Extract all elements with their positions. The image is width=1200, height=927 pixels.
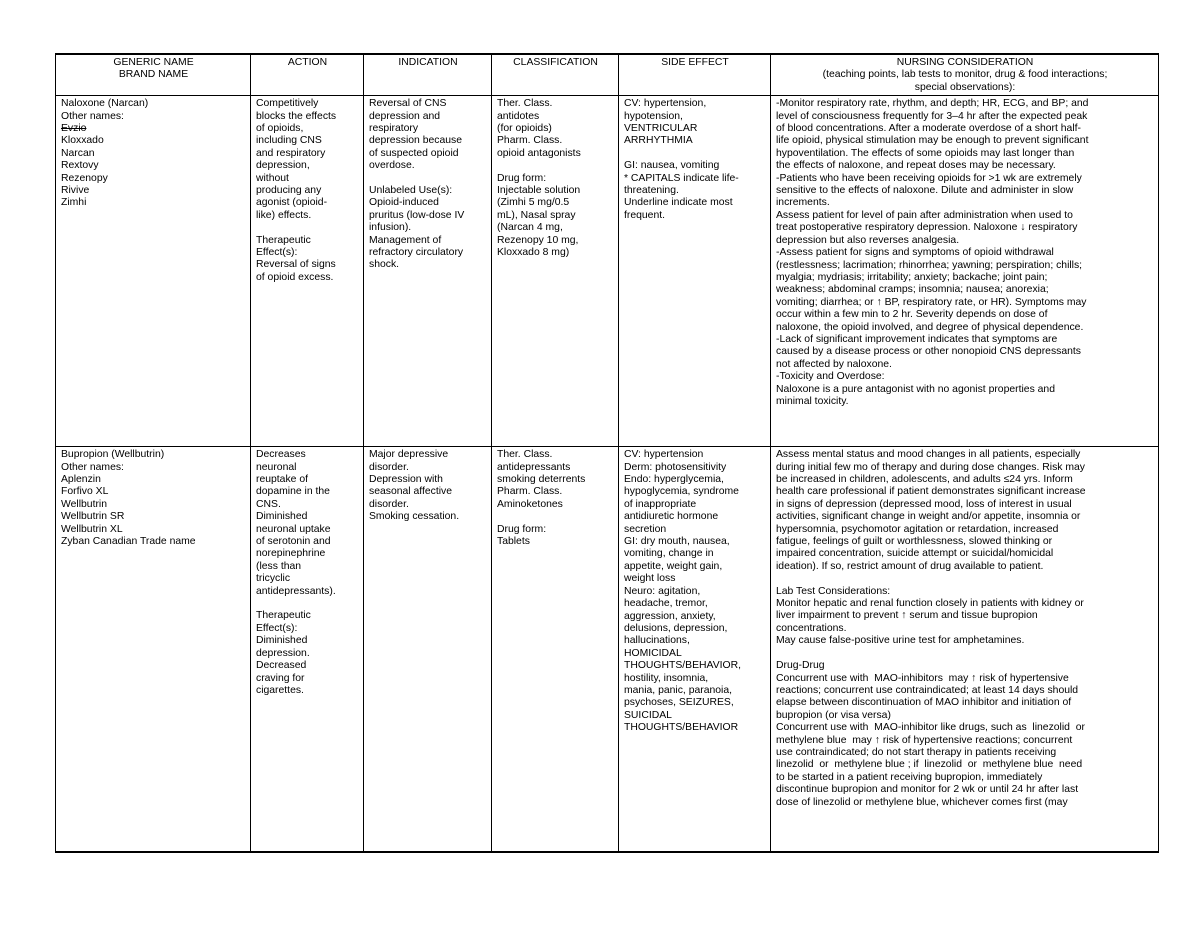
text-line: dopamine in the <box>256 486 330 498</box>
text-line: Derm: photosensitivity <box>624 461 727 473</box>
discontinued-brand-name: Evzio <box>61 123 87 135</box>
text-line: hypotension, <box>624 110 683 122</box>
drug-card-page <box>55 53 1158 853</box>
text-line: methylene blue may ↑ risk of hypertensive reactions; concurrent <box>776 734 1073 746</box>
text-line: -Toxicity and Overdose: <box>776 371 885 383</box>
text-line: Wellbutrin <box>61 498 108 510</box>
text-line: Assess mental status and mood changes in all patients, especially <box>776 449 1081 461</box>
text-line: of inappropriate <box>624 498 697 510</box>
side-effect-cell <box>619 96 771 447</box>
text-line: blocks the effects <box>256 110 337 122</box>
text-line: disorder. <box>369 498 409 510</box>
text-line: Reversal of CNS <box>369 98 447 110</box>
text-line: in signs of depression (depressed mood, loss of interest in usual <box>776 498 1072 510</box>
header-row <box>56 54 1159 96</box>
text-line: sensitive to the effects of naloxone. Dilute and administer in slow <box>776 185 1074 197</box>
text-line: Competitively <box>256 98 319 110</box>
text-line: Decreases <box>256 449 306 461</box>
text-line: VENTRICULAR <box>624 123 698 135</box>
text-line: antidepressants <box>497 461 571 473</box>
text-line: Naloxone is a pure antagonist with no agonist properties and <box>776 383 1055 395</box>
text-line: vomiting, change in <box>624 548 714 560</box>
text-line: Pharm. Class. <box>497 486 563 498</box>
text-line: (Narcan 4 mg, <box>497 222 563 234</box>
text-line: fatigue, feelings of guilt or worthlessness, slowed thinking or <box>776 536 1053 548</box>
text-line: Zimhi <box>61 197 87 209</box>
text-line: be increased in children, adolescents, and adults ≤24 yrs. Inform <box>776 474 1073 486</box>
text-line: like) effects. <box>256 209 312 221</box>
text-line: threatening. <box>624 185 679 197</box>
text-line: psychoses, SEIZURES, <box>624 697 734 709</box>
text-line: Unlabeled Use(s): <box>369 185 453 197</box>
text-line: Diminished <box>256 635 308 647</box>
text-line: (Zimhi 5 mg/0.5 <box>497 197 570 209</box>
text-line: Injectable solution <box>497 185 581 197</box>
text-line: Therapeutic <box>256 234 311 246</box>
text-line: Pharm. Class. <box>497 135 563 147</box>
text-line: (for opioids) <box>497 123 552 135</box>
header-nursing-consideration: NURSING CONSIDERATION (teaching points, lab tests to monitor, drug & food interactions; special observations): <box>771 54 1159 96</box>
text-line: antidiuretic hormone <box>624 511 719 523</box>
text-line: bupropion (or visa versa) <box>776 709 891 721</box>
text-line: mania, panic, paranoia, <box>624 684 733 696</box>
text-line: -Patients who have been receiving opioids for >1 wk are extremely <box>776 172 1082 184</box>
text-line: seasonal affective <box>369 486 452 498</box>
text-line: Ther. Class. <box>497 98 553 110</box>
text-line: Aminoketones <box>497 498 563 510</box>
text-line: Drug-Drug <box>776 660 825 672</box>
text-line <box>497 511 614 523</box>
text-line: appetite, weight gain, <box>624 560 723 572</box>
text-line: Diminished <box>256 511 308 523</box>
classification-cell <box>492 447 619 853</box>
text-line: impaired concentration, suicide attempt or suicidal/homicidal <box>776 548 1054 560</box>
text-line: liver impairment to prevent ↑ serum and tissue bupropion <box>776 610 1038 622</box>
text-line: the effects of naloxone, and repeat doses may be necessary. <box>776 160 1056 172</box>
text-line: shock. <box>369 259 400 271</box>
text-line: Tablets <box>497 536 530 548</box>
text-line: minimal toxicity. <box>776 395 849 407</box>
text-line: Drug form: <box>497 523 547 535</box>
text-line: (less than <box>256 560 302 572</box>
text-line: of opioids, <box>256 123 304 135</box>
text-line: treat postoperative respiratory depression. Naloxone ↓ respiratory <box>776 222 1078 234</box>
drug-table <box>55 53 1159 853</box>
text-line: HOMICIDAL <box>624 647 682 659</box>
text-line: of suspected opioid <box>369 147 459 159</box>
text-line: Ther. Class. <box>497 449 553 461</box>
text-line: cigarettes. <box>256 684 304 696</box>
text-line: neuronal <box>256 461 297 473</box>
side-effect-cell <box>619 447 771 853</box>
text-line: Decreased <box>256 660 307 672</box>
text-line: Wellbutrin XL <box>61 523 123 535</box>
text-line: of serotonin and <box>256 536 331 548</box>
text-line: Kloxxado <box>61 135 104 147</box>
text-line: Drug form: <box>497 172 547 184</box>
table-row <box>56 447 1159 853</box>
text-line: norepinephrine <box>256 548 326 560</box>
text-line <box>369 173 487 185</box>
text-line: Therapeutic <box>256 610 311 622</box>
action-cell <box>251 96 364 447</box>
text-line: antidotes <box>497 110 540 122</box>
text-line: ARRHYTHMIA <box>624 135 693 147</box>
header-indication: INDICATION <box>364 54 492 96</box>
text-line: hypoglycemia, syndrome <box>624 486 739 498</box>
header-side-effect: SIDE EFFECT <box>619 54 771 96</box>
text-line: ideation). If so, restrict amount of drug available to patient. <box>776 560 1044 572</box>
header-action: ACTION <box>251 54 364 96</box>
text-line: not affected by naloxone. <box>776 358 892 370</box>
text-line: Neuro: agitation, <box>624 585 701 597</box>
text-line: Underline indicate most <box>624 197 733 209</box>
text-line: agonist (opioid- <box>256 197 328 209</box>
text-line: depression. <box>256 647 310 659</box>
text-line <box>776 573 1154 585</box>
text-line: headache, tremor, <box>624 598 708 610</box>
text-line: of blood concentrations. After a moderate overdose of a short half- <box>776 123 1081 135</box>
text-line: to be started in a patient receiving bupropion, immediately <box>776 771 1043 783</box>
brand-list <box>61 474 246 548</box>
text-line: hallucinations, <box>624 635 690 647</box>
text-line: Opioid-induced <box>369 197 439 209</box>
text-line: Lab Test Considerations: <box>776 585 891 597</box>
text-line <box>624 148 766 160</box>
text-line: THOUGHTS/BEHAVIOR, <box>624 660 742 672</box>
text-line: Kloxxado 8 mg) <box>497 247 570 259</box>
text-line: depression, <box>256 160 310 172</box>
text-line: smoking deterrents <box>497 474 586 486</box>
text-line: Rextovy <box>61 160 99 172</box>
text-line: of opioid excess. <box>256 271 334 283</box>
text-line: Wellbutrin SR <box>61 511 125 523</box>
generic-name-cell <box>56 96 251 447</box>
generic-name: Naloxone (Narcan) <box>61 98 149 110</box>
text-line: life opioid, physical stimulation may be enough to prevent significant <box>776 135 1089 147</box>
text-line: and respiratory <box>256 147 326 159</box>
generic-name: Bupropion (Wellbutrin) <box>61 449 165 461</box>
indication-cell <box>364 96 492 447</box>
other-names-label: Other names: <box>61 110 124 122</box>
text-line: depression because <box>369 135 463 147</box>
text-line: tricyclic <box>256 573 291 585</box>
text-line: GI: dry mouth, nausea, <box>624 536 730 548</box>
text-line: health care professional if patient demonstrates significant increase <box>776 486 1086 498</box>
text-line: vomiting; diarrhea; or ↑ BP, respiratory rate, or HR). Symptoms may <box>776 296 1087 308</box>
text-line: Management of <box>369 234 442 246</box>
text-line: aggression, anxiety, <box>624 610 716 622</box>
text-line: SUICIDAL <box>624 709 672 721</box>
text-line: reactions; concurrent use contraindicated; at least 14 days should <box>776 684 1079 696</box>
text-line: delusions, depression, <box>624 622 728 634</box>
text-line: hypersomnia, psychomotor agitation or retardation, increased <box>776 523 1059 535</box>
text-line: reuptake of <box>256 474 308 486</box>
text-line: level of consciousness frequently for 3–4 hr after the expected peak <box>776 110 1088 122</box>
text-line: Reversal of signs <box>256 259 336 271</box>
text-line: May cause false-positive urine test for amphetamines. <box>776 635 1025 647</box>
text-line: depression but also reverses analgesia. <box>776 234 960 246</box>
text-line: without <box>256 172 289 184</box>
header-classification: CLASSIFICATION <box>492 54 619 96</box>
text-line: hypoventilation. The effects of some opioids may last longer than <box>776 147 1075 159</box>
text-line: activities, significant change in weight and/or appetite, insomnia or <box>776 511 1081 523</box>
text-line: occur within a few min to 2 hr. Severity depends on dose of <box>776 309 1048 321</box>
text-line: Monitor hepatic and renal function closely in patients with kidney or <box>776 598 1084 610</box>
text-line: including CNS <box>256 135 322 147</box>
text-line: weight loss <box>624 573 676 585</box>
text-line: use contraindicated; do not start therapy in patients receiving <box>776 746 1057 758</box>
nursing-consideration-cell <box>771 447 1159 853</box>
text-line: infusion). <box>369 222 412 234</box>
text-line: Effect(s): <box>256 622 298 634</box>
text-line: depression and <box>369 110 441 122</box>
text-line <box>497 160 614 172</box>
text-line: producing any <box>256 185 322 197</box>
text-line: antidepressants). <box>256 585 336 597</box>
text-line: CNS. <box>256 498 281 510</box>
text-line: Rezenopy 10 mg, <box>497 234 579 246</box>
text-line: overdose. <box>369 160 415 172</box>
classification-cell <box>492 96 619 447</box>
text-line: (restlessness; lacrimation; rhinorrhea; yawning; perspiration; chills; <box>776 259 1083 271</box>
text-line: CV: hypertension, <box>624 98 707 110</box>
text-line: Major depressive <box>369 449 449 461</box>
text-line: secretion <box>624 523 667 535</box>
brand-list <box>61 135 246 209</box>
text-line: caused by a disease process or other nonopioid CNS depressants <box>776 346 1081 358</box>
text-line: Assess patient for level of pain after administration when used to <box>776 209 1073 221</box>
text-line: THOUGHTS/BEHAVIOR <box>624 722 739 734</box>
text-line: -Lack of significant improvement indicates that symptoms are <box>776 333 1058 345</box>
text-line: pruritus (low-dose IV <box>369 209 465 221</box>
text-line: weakness; abdominal cramps; insomnia; nausea; anorexia; <box>776 284 1049 296</box>
text-line: Narcan <box>61 147 95 159</box>
indication-cell <box>364 447 492 853</box>
text-line: disorder. <box>369 461 409 473</box>
nursing-consideration-cell <box>771 96 1159 447</box>
generic-name-cell <box>56 447 251 853</box>
text-line: concentrations. <box>776 622 847 634</box>
other-names-label: Other names: <box>61 461 124 473</box>
text-line: elapse between discontinuation of MAO inhibitor and initiation of <box>776 697 1072 709</box>
text-line: increments. <box>776 197 830 209</box>
text-line: CV: hypertension <box>624 449 704 461</box>
text-line: neuronal uptake <box>256 523 331 535</box>
text-line: Depression with <box>369 474 443 486</box>
text-line: -Monitor respiratory rate, rhythm, and depth; HR, ECG, and BP; and <box>776 98 1089 110</box>
text-line <box>776 648 1154 660</box>
text-line <box>256 222 359 234</box>
text-line: -Assess patient for signs and symptoms of opioid withdrawal <box>776 247 1054 259</box>
text-line: respiratory <box>369 123 419 135</box>
text-line: Zyban Canadian Trade name <box>61 536 196 548</box>
text-line: opioid antagonists <box>497 147 581 159</box>
text-line: craving for <box>256 672 305 684</box>
text-line: GI: nausea, vomiting <box>624 160 720 172</box>
action-cell <box>251 447 364 853</box>
text-line: Rezenopy <box>61 172 108 184</box>
text-line: Concurrent use with MAO-inhibitors may ↑ risk of hypertensive <box>776 672 1069 684</box>
text-line: discontinue bupropion and monitor for 2 wk or until 24 hr after last <box>776 784 1079 796</box>
text-line <box>256 598 359 610</box>
text-line: Endo: hyperglycemia, <box>624 474 724 486</box>
text-line: mL), Nasal spray <box>497 209 576 221</box>
text-line: dose of linezolid or methylene blue, whichever comes first (may <box>776 796 1068 808</box>
text-line: hostility, insomnia, <box>624 672 709 684</box>
header-generic-name: GENERIC NAME BRAND NAME <box>56 54 251 96</box>
text-line: refractory circulatory <box>369 247 464 259</box>
text-line: during initial few mo of therapy and during dose changes. Risk may <box>776 461 1085 473</box>
text-line: frequent. <box>624 209 666 221</box>
text-line: * CAPITALS indicate life- <box>624 172 739 184</box>
text-line: Rivive <box>61 185 90 197</box>
text-line: myalgia; mydriasis; irritability; anxiety; backache; joint pain; <box>776 271 1048 283</box>
text-line: Effect(s): <box>256 247 298 259</box>
text-line: Concurrent use with MAO-inhibitor like drugs, such as linezolid or <box>776 722 1085 734</box>
text-line: naloxone, the opioid involved, and degree of physical dependence. <box>776 321 1084 333</box>
text-line: Forfivo XL <box>61 486 109 498</box>
text-line: Smoking cessation. <box>369 511 460 523</box>
text-line: linezolid or methylene blue ; if linezolid or methylene blue need <box>776 759 1083 771</box>
table-row <box>56 96 1159 447</box>
text-line: Aplenzin <box>61 474 101 486</box>
